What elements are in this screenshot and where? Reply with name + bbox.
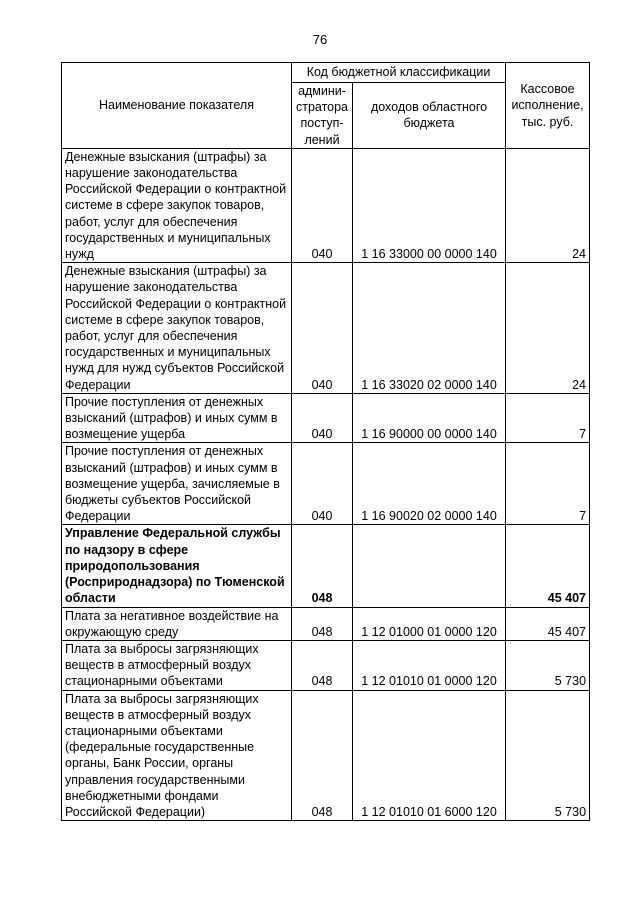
row-budget-code-cell: 1 12 01010 01 6000 120 bbox=[353, 690, 506, 821]
row-admin-code-cell: 040 bbox=[292, 148, 353, 262]
row-admin-code-cell: 048 bbox=[292, 690, 353, 821]
header-name: Наименование показателя bbox=[62, 63, 292, 149]
row-amount-cell: 5 730 bbox=[506, 690, 590, 821]
row-budget-code-cell: 1 16 33000 00 0000 140 bbox=[353, 148, 506, 262]
row-name-cell: Плата за негативное воздействие на окружающую среду bbox=[62, 607, 292, 640]
table-row bbox=[62, 690, 590, 821]
header-admin: админи-стратора поступ-лений bbox=[292, 83, 353, 149]
row-name-cell: Управление Федеральной службы по надзору в сфере природопользования (Росприроднадзора) по Тюменской области bbox=[62, 525, 292, 607]
row-amount-cell: 7 bbox=[506, 443, 590, 525]
table-header bbox=[62, 63, 590, 149]
header-amount: Кассовое исполнение, тыс. руб. bbox=[506, 63, 590, 149]
row-admin-code-cell: 048 bbox=[292, 525, 353, 607]
row-admin-code-cell: 040 bbox=[292, 393, 353, 443]
page-number: 76 bbox=[312, 32, 328, 47]
table-row bbox=[62, 263, 590, 394]
table-row bbox=[62, 148, 590, 262]
table-row bbox=[62, 443, 590, 525]
row-amount-cell: 24 bbox=[506, 263, 590, 394]
header-income: доходов областного бюджета bbox=[353, 83, 506, 149]
budget-table bbox=[61, 62, 590, 821]
row-budget-code-cell bbox=[353, 525, 506, 607]
row-amount-cell: 7 bbox=[506, 393, 590, 443]
row-amount-cell: 45 407 bbox=[506, 607, 590, 640]
row-admin-code-cell: 040 bbox=[292, 443, 353, 525]
table-row bbox=[62, 640, 590, 690]
table-row bbox=[62, 393, 590, 443]
table-body bbox=[62, 148, 590, 820]
row-admin-code-cell: 040 bbox=[292, 263, 353, 394]
row-admin-code-cell: 048 bbox=[292, 607, 353, 640]
row-amount-cell: 45 407 bbox=[506, 525, 590, 607]
row-name-cell: Денежные взыскания (штрафы) за нарушение законодательства Российской Федерации о контрактной системе в сфере закупок товаров, работ, услуг для обеспечения государственных и муниципальных нужд bbox=[62, 148, 292, 262]
row-name-cell: Прочие поступления от денежных взысканий (штрафов) и иных сумм в возмещение ущерба, зачисляемые в бюджеты субъектов Российской Федерации bbox=[62, 443, 292, 525]
row-budget-code-cell: 1 12 01010 01 0000 120 bbox=[353, 640, 506, 690]
row-budget-code-cell: 1 16 33020 02 0000 140 bbox=[353, 263, 506, 394]
row-name-cell: Плата за выбросы загрязняющих веществ в атмосферный воздух стационарными объектами (федеральные государственные органы, Банк России, органы управления государственными внебюджетными фондами Российской Федерации) bbox=[62, 690, 292, 821]
row-budget-code-cell: 1 16 90020 02 0000 140 bbox=[353, 443, 506, 525]
row-amount-cell: 5 730 bbox=[506, 640, 590, 690]
table-row bbox=[62, 525, 590, 607]
row-admin-code-cell: 048 bbox=[292, 640, 353, 690]
row-name-cell: Прочие поступления от денежных взысканий (штрафов) и иных сумм в возмещение ущерба bbox=[62, 393, 292, 443]
row-budget-code-cell: 1 12 01000 01 0000 120 bbox=[353, 607, 506, 640]
table-row bbox=[62, 607, 590, 640]
row-name-cell: Денежные взыскания (штрафы) за нарушение законодательства Российской Федерации о контрактной системе в сфере закупок товаров, работ, услуг для обеспечения государственных и муниципальных нужд для нужд субъектов Российской Федерации bbox=[62, 263, 292, 394]
row-name-cell: Плата за выбросы загрязняющих веществ в атмосферный воздух стационарными объектами bbox=[62, 640, 292, 690]
header-code-group: Код бюджетной классификации bbox=[292, 63, 506, 83]
row-budget-code-cell: 1 16 90000 00 0000 140 bbox=[353, 393, 506, 443]
row-amount-cell: 24 bbox=[506, 148, 590, 262]
